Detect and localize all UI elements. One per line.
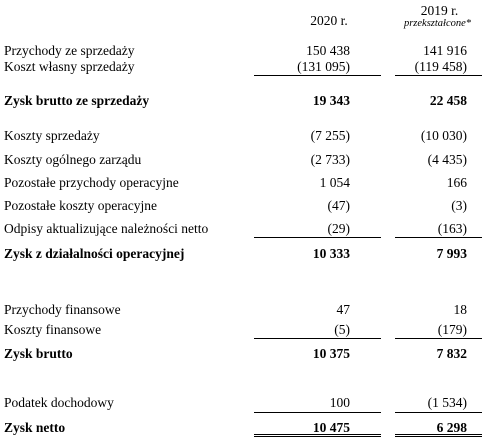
value-2019: 141 916 (423, 43, 467, 58)
value-2019: (163) (437, 221, 467, 236)
value-2020: 19 343 (312, 93, 350, 108)
row-label: Pozostałe koszty operacyjne (4, 198, 157, 213)
row-label: Przychody finansowe (4, 302, 121, 317)
table-row (0, 394, 487, 411)
value-2020: 47 (336, 302, 350, 317)
value-2019: (4 435) (427, 152, 467, 167)
column-header-2019: 2019 r. (420, 3, 459, 18)
row-label: Podatek dochodowy (4, 395, 114, 410)
row-label: Koszty sprzedaży (4, 128, 100, 143)
row-label: Zysk brutto (4, 346, 73, 361)
row-label: Odpisy aktualizujące należności netto (4, 221, 209, 236)
table-row (0, 58, 487, 75)
table-row (0, 301, 487, 318)
value-2020: 10 333 (312, 246, 350, 261)
value-2019: 7 832 (436, 346, 467, 361)
table-row (0, 151, 487, 168)
row-label: Koszty finansowe (4, 322, 102, 337)
row-label: Koszt własny sprzedaży (4, 59, 135, 74)
value-2019: (1 534) (427, 395, 467, 410)
subtotal-rule (254, 338, 381, 339)
table-row-total (0, 92, 487, 109)
table-row-total (0, 345, 487, 362)
value-2020: (5) (334, 322, 350, 337)
subtotal-rule (254, 75, 381, 76)
value-2019: 6 298 (436, 420, 467, 435)
table-row (0, 42, 487, 59)
value-2020: 10 475 (312, 420, 350, 435)
total-double-rule (395, 434, 482, 437)
table-row (0, 220, 487, 237)
subtotal-rule (254, 412, 381, 413)
total-double-rule (254, 434, 381, 437)
value-2020: 150 438 (306, 43, 350, 58)
column-header-2019-note: przekształcone* (403, 18, 472, 29)
row-label: Zysk brutto ze sprzedaży (4, 93, 150, 108)
table-row (0, 174, 487, 191)
value-2019: 18 (453, 302, 467, 317)
value-2020: 100 (329, 395, 350, 410)
value-2019: 166 (446, 175, 467, 190)
value-2020: (131 095) (297, 59, 350, 74)
value-2020: 1 054 (319, 175, 350, 190)
value-2019: (119 458) (414, 59, 467, 74)
subtotal-rule (395, 412, 482, 413)
subtotal-rule (395, 237, 482, 238)
table-row (0, 127, 487, 144)
row-label: Koszty ogólnego zarządu (4, 152, 142, 167)
value-2020: (7 255) (310, 128, 350, 143)
subtotal-rule (254, 237, 381, 238)
row-label: Przychody ze sprzedaży (4, 43, 135, 58)
row-label: Zysk netto (4, 420, 66, 435)
value-2020: (47) (327, 198, 350, 213)
value-2020: (2 733) (310, 152, 350, 167)
subtotal-rule (395, 75, 482, 76)
value-2020: 10 375 (312, 346, 350, 361)
table-row-total (0, 245, 487, 262)
row-label: Zysk z działalności operacyjnej (4, 246, 185, 261)
value-2019: 22 458 (429, 93, 467, 108)
value-2019: (179) (437, 322, 467, 337)
column-header-2020: 2020 r. (310, 13, 348, 28)
value-2020: (29) (327, 221, 350, 236)
table-row (0, 321, 487, 338)
row-label: Pozostałe przychody operacyjne (4, 175, 179, 190)
value-2019: (3) (451, 198, 467, 213)
subtotal-rule (395, 338, 482, 339)
value-2019: 7 993 (436, 246, 467, 261)
table-row (0, 197, 487, 214)
value-2019: (10 030) (420, 128, 467, 143)
